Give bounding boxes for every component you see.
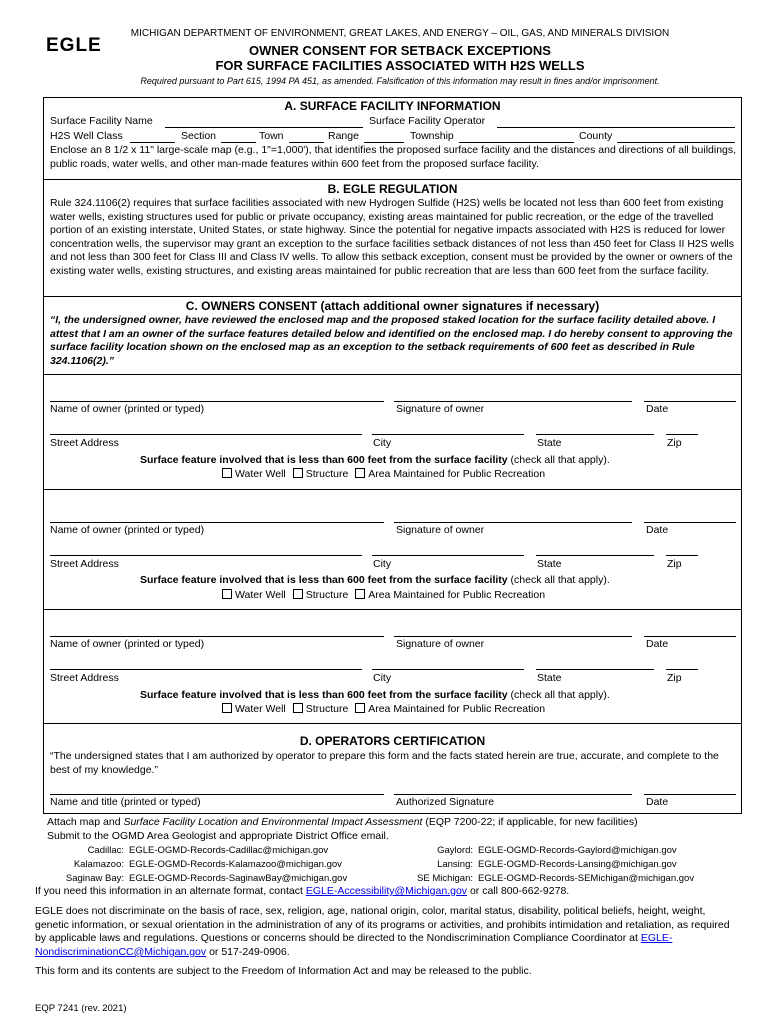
owner-street-field[interactable] [50,434,362,435]
divider-owner-1 [43,489,742,490]
foia-notice: This form and its contents are subject to the Freedom of Information Act and may be released to the public. [35,965,532,977]
range-field[interactable] [364,142,404,143]
owner-name-field[interactable] [50,522,384,523]
owner-name-label: Name of owner (printed or typed) [50,638,205,650]
office-row [55,844,385,858]
owner-signature-label: Signature of owner [396,638,485,650]
facility-name-label: Surface Facility Name [50,115,153,127]
owner-date-field[interactable] [644,522,736,523]
owner-state-field[interactable] [536,434,654,435]
office-email[interactable]: EGLE-OGMD-Records-SEMichigan@michigan.gov [478,873,695,884]
operator-name-title-field[interactable] [50,794,384,795]
office-email[interactable]: EGLE-OGMD-Records-Gaylord@michigan.gov [478,845,677,856]
town-label: Town [259,130,284,142]
office-name: Lansing: [437,859,473,870]
section-label: Section [181,130,217,142]
owner-city-label: City [373,558,392,570]
divider-statement [43,374,742,375]
owner-city-label: City [373,437,392,449]
owner-city-field[interactable] [372,669,524,670]
owner-state-label: State [537,437,562,449]
owner-city-label: City [373,672,392,684]
office-row [400,872,745,886]
township-field[interactable] [459,142,574,143]
nondiscrimination-notice: EGLE does not discriminate on the basis of race, sex, religion, age, national origin, color, marital status, disability, political beliefs, height, weight, genetic information, or sexual orientation in the administration of any of its programs or activities, and prohibits intimidation and retaliation, as required by applicable laws and regulations. Questions or concerns should be directed to the Nondiscrimination Compliance Coordinator at EGLE-NondiscriminationCC@Michigan.gov or 517-249-0906. [35,905,730,958]
owner-name-label: Name of owner (printed or typed) [50,524,205,536]
authorized-signature-field[interactable] [394,794,632,795]
owner-signature-field[interactable] [394,522,632,523]
well-class-label: H2S Well Class [50,130,123,142]
owner-signature-label: Signature of owner [396,524,485,536]
office-name: Gaylord: [437,845,473,856]
owner-zip-field[interactable] [666,669,698,670]
operator-name-title-label: Name and title (printed or typed) [50,796,201,808]
recreation-area-checkbox[interactable] [355,703,365,713]
structure-checkbox[interactable] [293,468,303,478]
section-a-title: A. SURFACE FACILITY INFORMATION [284,99,501,113]
surface-feature-options: Water Well Structure Area Maintained for Public Recreation [218,703,545,717]
surface-feature-options: Water Well Structure Area Maintained for Public Recreation [218,589,545,603]
office-row [55,872,385,886]
office-row [400,844,745,858]
owner-state-field[interactable] [536,555,654,556]
owner-name-field[interactable] [50,401,384,402]
water-well-checkbox[interactable] [222,468,232,478]
form-title-line1: OWNER CONSENT FOR SETBACK EXCEPTIONS [249,43,551,58]
owner-street-field[interactable] [50,669,362,670]
authority-statement: Required pursuant to Part 615, 1994 PA 451, as amended. Falsification of this information may result in fines and/or imprisonment. [140,76,660,86]
county-label: County [579,130,613,142]
alternate-format-notice: If you need this information in an alternate format, contact EGLE-Accessibility@Michigan.gov or call 800-662-9278. [35,885,570,897]
section-c-title: C. OWNERS CONSENT (attach additional owner signatures if necessary) [185,299,600,313]
owner-city-field[interactable] [372,555,524,556]
office-name: Saginaw Bay: [65,873,124,884]
owner-city-field[interactable] [372,434,524,435]
surface-feature-label: Surface feature involved that is less than 600 feet from the surface facility (check all that apply). [140,454,610,466]
owner-zip-label: Zip [667,437,682,449]
office-name: Cadillac: [87,845,124,856]
owner-signature-field[interactable] [394,401,632,402]
facility-operator-field[interactable] [497,127,735,128]
submit-instructions: Submit to the OGMD Area Geologist and appropriate District Office email. [47,830,389,842]
county-field[interactable] [617,142,735,143]
recreation-area-checkbox[interactable] [355,468,365,478]
surface-feature-label: Surface feature involved that is less than 600 feet from the surface facility (check all that apply). [140,689,610,701]
nondiscrimination-email-link[interactable]: EGLE-NondiscriminationCC@Michigan.gov [35,932,673,958]
accessibility-email-link[interactable]: EGLE-Accessibility@Michigan.gov [305,885,468,897]
owner-date-label: Date [646,638,669,650]
authorized-signature-label: Authorized Signature [396,796,495,808]
operator-date-label: Date [646,796,669,808]
owner-street-label: Street Address [50,672,119,684]
owner-signature-field[interactable] [394,636,632,637]
office-row [400,858,745,872]
owner-name-label: Name of owner (printed or typed) [50,403,205,415]
structure-checkbox[interactable] [293,703,303,713]
facility-operator-label: Surface Facility Operator [369,115,486,127]
water-well-checkbox[interactable] [222,703,232,713]
well-class-field[interactable] [130,142,175,143]
office-email[interactable]: EGLE-OGMD-Records-Lansing@michigan.gov [478,859,677,870]
office-email[interactable]: EGLE-OGMD-Records-SaginawBay@michigan.gov [129,873,348,884]
owner-zip-field[interactable] [666,555,698,556]
owner-date-label: Date [646,524,669,536]
owner-state-label: State [537,558,562,570]
rule-text: Rule 324.1106(2) requires that surface facilities associated with new Hydrogen Sulfide (H2S) wells be located not less than 600 feet from existing water wells, existing structures used for public or private occupancy, existing areas maintained for public recreation, or the edge of the travelled portion of an existing interstate, United States, or state highway. Since the potential for negative impacts associated with H2S is reduced for lower concentration wells, the supervisor may grant an exception to the surface facilities setback distances of not less than 450 feet for Class II H2S wells and not less than 300 feet for Class III and Class IV wells. To allow this setback exception, consent must be provided by the owner or owners of the existing water wells, existing structures, and existing areas maintained for public recreation that are less than 600 feet from the surface facility. [50,197,735,277]
owner-zip-label: Zip [667,672,682,684]
structure-checkbox[interactable] [293,589,303,599]
recreation-area-checkbox[interactable] [355,589,365,599]
district-offices-left [55,844,385,886]
office-email[interactable]: EGLE-OGMD-Records-Kalamazoo@michigan.gov [129,859,342,870]
section-b-title: B. EGLE REGULATION [327,182,458,196]
owner-street-field[interactable] [50,555,362,556]
facility-name-field[interactable] [165,127,363,128]
owner-date-label: Date [646,403,669,415]
enclose-map-instructions: Enclose an 8 1/2 x 11" large-scale map (e.g., 1"=1,000'), that identifies the proposed surface facility and the distances and directions of all buildings, public roads, water wells, and other man-made features within 600 feet from the proposed surface facility. [50,144,737,170]
district-offices-right [400,844,745,886]
section-d-title: D. OPERATORS CERTIFICATION [299,734,486,748]
department-name: MICHIGAN DEPARTMENT OF ENVIRONMENT, GREAT LAKES, AND ENERGY – OIL, GAS, AND MINERALS DIVISION [130,28,670,39]
section-field[interactable] [221,142,256,143]
town-field[interactable] [289,142,324,143]
owner-street-label: Street Address [50,558,119,570]
owner-consent-statement: “I, the undersigned owner, have reviewed the enclosed map and the proposed staked location for the surface facility detailed above. I attest that I am an owner of the surface features detailed below and identified on the enclosed map. I do hereby consent to approving the surface facility location shown on the enclosed map as an exception to the setback requirements of 600 feet as described in Rule 324.1106(2).” [50,314,733,367]
township-label: Township [410,130,454,142]
water-well-checkbox[interactable] [222,589,232,599]
office-name: Kalamazoo: [73,859,124,870]
form-number: EQP 7241 (rev. 2021) [35,1003,127,1014]
operator-date-field[interactable] [644,794,736,795]
owner-date-field[interactable] [644,636,736,637]
divider-b-c [43,296,742,297]
owner-date-field[interactable] [644,401,736,402]
range-label: Range [328,130,359,142]
surface-feature-options: Water Well Structure Area Maintained for Public Recreation [218,468,545,482]
owner-state-label: State [537,672,562,684]
egle-logo: EGLE [46,35,102,56]
office-name: SE Michigan: [417,873,473,884]
office-email[interactable]: EGLE-OGMD-Records-Cadillac@michigan.gov [129,845,329,856]
owner-street-label: Street Address [50,437,119,449]
owner-zip-field[interactable] [666,434,698,435]
form-title-line2: FOR SURFACE FACILITIES ASSOCIATED WITH H2S WELLS [215,58,585,73]
divider-owner-2 [43,609,742,610]
surface-feature-label: Surface feature involved that is less than 600 feet from the surface facility (check all that apply). [140,574,610,586]
owner-zip-label: Zip [667,558,682,570]
owner-signature-label: Signature of owner [396,403,485,415]
owner-state-field[interactable] [536,669,654,670]
operator-statement: “The undersigned states that I am authorized by operator to prepare this form and the facts stated herein are true, accurate, and complete to the best of my knowledge.” [50,750,719,776]
divider-a-b [43,179,742,180]
owner-name-field[interactable] [50,636,384,637]
office-row [55,858,385,872]
attach-instructions: Attach map and Surface Facility Location and Environmental Impact Assessment (EQP 7200-22; if applicable, for new facilities) [47,816,638,828]
